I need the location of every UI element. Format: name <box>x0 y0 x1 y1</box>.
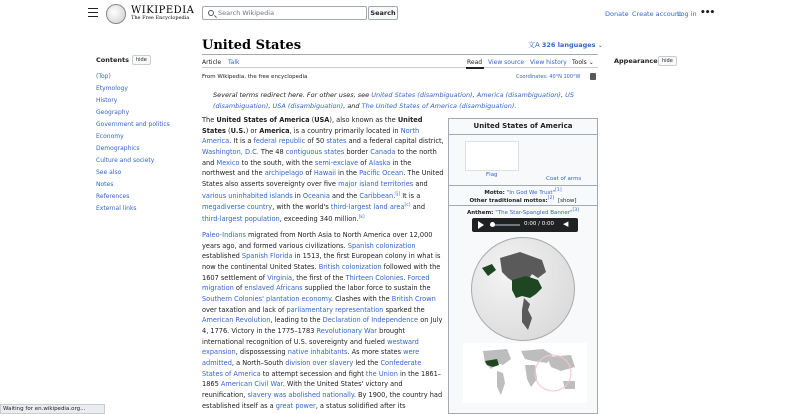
tab-view-history[interactable]: View history <box>530 59 567 66</box>
appearance-heading: Appearance <box>614 57 658 65</box>
article-link[interactable]: native inhabitants <box>287 348 348 357</box>
infobox-divider <box>449 185 597 186</box>
search-input[interactable]: Search Wikipedia <box>218 9 275 17</box>
toc-item-external-links[interactable]: External links <box>96 205 137 212</box>
body-text: ( <box>309 116 315 124</box>
body-text: . <box>403 273 408 282</box>
flag-image[interactable] <box>465 141 519 171</box>
bold-term: United States <box>202 116 423 135</box>
article-link[interactable]: Virginia <box>267 273 293 282</box>
lead-paragraph-2 <box>202 230 444 411</box>
coat-of-arms-image[interactable] <box>541 139 589 173</box>
coat-caption[interactable]: Coat of arms <box>546 176 582 182</box>
body-text: supplied the labor force to sustain the <box>302 284 431 293</box>
article-link[interactable]: Thirteen Colonies <box>345 273 404 282</box>
other-mottos-row: Other traditional mottos:[2] [show] <box>469 196 577 204</box>
article-link[interactable]: enslaved Africans <box>244 284 303 293</box>
body-text: on July 4, 1776. Victory in the 1775–1783 <box>202 316 443 335</box>
body-text: to the south, with the <box>239 158 315 167</box>
bold-term: USA <box>314 116 330 124</box>
body-text: of <box>358 158 369 167</box>
body-text: ) or <box>245 126 260 135</box>
translate-icon: 文A <box>528 41 540 49</box>
body-text: of <box>233 284 245 293</box>
language-button[interactable] <box>528 40 603 50</box>
tab-article[interactable]: Article <box>202 59 222 66</box>
browser-status-bar: Waiting for en.wikipedia.org... <box>0 404 105 414</box>
body-text: ), also known as the <box>329 116 398 124</box>
hatnote-link[interactable]: USA (disambiguation) <box>272 101 344 110</box>
article-link[interactable]: Forced migration <box>202 273 430 293</box>
article-link[interactable]: third-largest population <box>202 215 280 224</box>
body-text: . As more states <box>347 348 404 357</box>
lock-icon <box>590 73 596 80</box>
donate-link[interactable]: Donate <box>605 10 629 18</box>
body-text: , a North–South <box>231 358 286 367</box>
body-text: of <box>303 169 314 178</box>
body-text: It is a <box>400 191 421 200</box>
logo-wordmark[interactable]: WIKIPEDIA <box>131 5 195 16</box>
article-link[interactable]: federal republic <box>253 137 306 146</box>
coordinates-link[interactable]: Coordinates: 40°N 100°W <box>516 74 581 80</box>
body-text: to the north and <box>202 147 437 167</box>
logo-tagline: The Free Encyclopedia <box>131 15 190 21</box>
hatnote-link[interactable]: America (disambiguation) <box>476 91 561 99</box>
article-link[interactable]: division over slavery <box>285 358 354 367</box>
motto-row: Motto: "In God We Trust"[1] <box>484 188 562 196</box>
toc-item-economy[interactable]: Economy <box>96 133 124 140</box>
body-text: in 1513, the first European colony in what is now the continental United States. <box>202 252 441 271</box>
bold-term: America <box>259 126 290 135</box>
search-icon <box>208 10 214 16</box>
article-link[interactable]: Spanish colonization <box>347 241 416 250</box>
hatnote-link[interactable]: US (disambiguation) <box>213 91 574 110</box>
table-of-contents <box>96 56 196 212</box>
globe-map-graphic <box>472 238 575 341</box>
toc-item-culture[interactable]: Culture and society <box>96 157 155 164</box>
body-text: , leading to the <box>270 316 323 325</box>
article-link[interactable]: American Revolution <box>202 316 271 325</box>
hatnote-link[interactable]: United States (disambiguation) <box>371 91 473 99</box>
article-link[interactable]: Southern Colonies' plantation economy <box>202 294 331 303</box>
body-text: , a status solidified after its <box>315 401 406 410</box>
body-text: . The United States also asserts sovereignty over five <box>202 169 444 188</box>
article-link[interactable]: Canada <box>370 147 396 156</box>
hatnote-link[interactable]: The United States of America (disambiguation) <box>361 101 515 110</box>
body-text: . Clashes with the <box>330 294 392 303</box>
article-link[interactable]: westward expansion <box>202 337 419 357</box>
body-text: led the <box>353 358 381 367</box>
body-text: sparked the <box>383 305 425 314</box>
body-text: . By 1900, the country had established itself as a <box>202 390 443 410</box>
page-title: United States <box>202 38 302 53</box>
world-map-graphic <box>463 343 587 403</box>
article-link[interactable]: third-largest land area <box>330 203 405 212</box>
article-link[interactable]: contiguous states <box>285 147 345 156</box>
body-text: to attempt secession and fight <box>260 369 366 378</box>
create-account-link[interactable]: Create account <box>632 10 682 18</box>
infobox-divider <box>449 205 597 206</box>
article-link[interactable]: British colonization <box>318 262 382 271</box>
body-text: migrated from North Asia to North America over 12,000 years ago, and formed various civilizations. <box>202 231 433 250</box>
article-link[interactable]: parliamentary representation <box>286 305 384 314</box>
body-text: in the <box>335 169 360 178</box>
toc-item-geography[interactable]: Geography <box>96 109 130 116</box>
body-text: followed with the 1607 settlement of <box>202 262 441 282</box>
article-link[interactable]: Pacific Ocean <box>359 169 404 178</box>
body-text: over taxation and lack of <box>202 305 287 314</box>
article-link[interactable]: states <box>326 137 347 146</box>
body-text: and <box>413 179 428 188</box>
show-toggle[interactable]: [show] <box>558 197 577 204</box>
bold-term: U.S. <box>230 126 246 135</box>
toc-item-history[interactable]: History <box>96 97 118 104</box>
article-link[interactable]: archipelago <box>264 169 304 178</box>
article-link[interactable]: various uninhabited islands <box>202 191 293 200</box>
body-text: . With the United States' victory and reunification, <box>202 380 403 399</box>
article-link[interactable]: were admitted <box>202 348 420 367</box>
article-link[interactable]: Washington, D.C. <box>202 147 259 156</box>
body-text: border <box>344 147 371 156</box>
article-link[interactable]: Hawaii <box>313 169 336 178</box>
toc-item-government[interactable]: Government and politics <box>96 121 170 128</box>
article-link[interactable]: megadiverse country <box>202 203 273 212</box>
article-link[interactable]: North America <box>202 126 420 146</box>
infobox-divider <box>449 134 597 135</box>
active-tab-indicator <box>466 67 484 69</box>
toc-hide-button[interactable]: hide <box>132 55 151 65</box>
article-link[interactable]: Revolutionary War <box>316 326 378 335</box>
language-count: 326 languages <box>541 41 596 49</box>
article-link[interactable]: Mexico <box>216 158 240 167</box>
article-link[interactable]: Oceania <box>302 191 330 200</box>
play-icon[interactable] <box>478 221 484 229</box>
infobox-title: United States of America <box>473 122 573 130</box>
audio-scrubber-handle[interactable] <box>490 222 495 227</box>
tab-read[interactable]: Read <box>467 59 483 66</box>
tab-talk[interactable]: Talk <box>228 59 240 66</box>
orthographic-map-image[interactable] <box>471 237 575 341</box>
article-link[interactable]: Confederate States of America <box>202 358 422 378</box>
body-text: . <box>393 191 396 200</box>
body-text: brought international recognition of U.S. sovereignty and fueled <box>202 326 406 346</box>
footnote-ref[interactable]: [c] <box>404 203 411 209</box>
title-divider <box>202 54 598 55</box>
toc-item-etymology[interactable]: Etymology <box>96 85 128 92</box>
body-text: in <box>292 191 303 200</box>
article-link[interactable]: British Crown <box>391 294 436 303</box>
article-link[interactable]: major island territories <box>338 179 414 188</box>
body-text: , the first of the <box>292 273 346 282</box>
body-text: The 48 <box>258 147 286 156</box>
tools-menu[interactable]: Tools ⌄ <box>572 59 594 66</box>
body-text: and a federal capital district, <box>346 137 444 146</box>
site-subtitle: From Wikipedia, the free encyclopedia <box>202 74 308 80</box>
article-link[interactable]: semi-exclave <box>314 158 359 167</box>
body-text: The <box>202 116 217 124</box>
toc-item-references[interactable]: References <box>96 193 130 200</box>
article-link[interactable]: slavery was abolished nationally <box>247 390 354 399</box>
login-link[interactable]: Log in <box>677 10 697 18</box>
more-options-icon[interactable]: ••• <box>700 8 715 18</box>
anthem-audio-player <box>472 218 578 232</box>
infobox <box>448 118 598 414</box>
hatnote: Several terms redirect here. For other uses, see United States (disambiguation), America (disambiguation), US (disambiguation), USA (disambiguation), and The United States of America (disambiguation). <box>213 91 574 110</box>
chevron-down-icon: ⌄ <box>597 41 604 49</box>
article-link[interactable]: the Union <box>365 369 398 378</box>
main-menu-icon[interactable] <box>88 8 98 17</box>
search-box[interactable] <box>202 6 367 20</box>
footnote-ref[interactable]: [k] <box>358 215 365 221</box>
body-text: in the 1861–1865 <box>202 369 442 389</box>
body-text: , dispossessing <box>235 348 288 357</box>
anthem-row: Anthem: "The Star-Spangled Banner"[3] <box>467 208 579 216</box>
article-link[interactable]: great power <box>275 401 316 410</box>
bold-term: United States of America <box>216 116 310 124</box>
world-map-image[interactable] <box>463 343 587 403</box>
site-header <box>0 0 800 28</box>
wikipedia-globe-logo[interactable] <box>106 4 126 24</box>
toc-item-see-also[interactable]: See also <box>96 169 122 176</box>
article-link[interactable]: American Civil War <box>220 380 283 389</box>
audio-time: 0:00 / 0:00 <box>524 221 555 227</box>
body-text: , exceeding 340 million. <box>279 215 359 224</box>
body-text: in the northwest and the <box>202 158 412 178</box>
article-link[interactable]: Declaration of Independence <box>322 316 419 325</box>
toc-item-top[interactable]: (Top) <box>96 73 111 80</box>
tab-view-source[interactable]: View source <box>488 59 525 66</box>
footnote-ref[interactable]: [j] <box>395 191 401 197</box>
search-button[interactable]: Search <box>368 6 398 20</box>
flag-caption[interactable]: Flag <box>486 172 498 178</box>
volume-icon[interactable]: ◀ <box>563 220 569 228</box>
body-text: , is a country primarily located in <box>289 126 401 135</box>
body-text: of 50 <box>305 137 327 146</box>
body-text: established <box>202 252 242 261</box>
tabs-divider <box>202 67 598 68</box>
toc-item-notes[interactable]: Notes <box>96 181 114 188</box>
appearance-hide-button[interactable]: hide <box>658 56 677 66</box>
body-text: . It is a <box>229 137 254 146</box>
toc-item-demographics[interactable]: Demographics <box>96 145 140 152</box>
body-text: ( <box>225 126 231 135</box>
article-link[interactable]: Paleo-Indians <box>202 231 246 239</box>
body-text: , with the world's <box>272 203 331 212</box>
body-text: and the <box>329 191 360 200</box>
body-text: and <box>410 203 426 212</box>
lead-paragraph-1 <box>202 115 444 225</box>
article-link[interactable]: Spanish Florida <box>241 252 293 261</box>
toc-heading: Contents hide <box>96 56 196 64</box>
article-link[interactable]: Caribbean <box>359 191 394 200</box>
article-link[interactable]: Alaska <box>368 158 391 167</box>
